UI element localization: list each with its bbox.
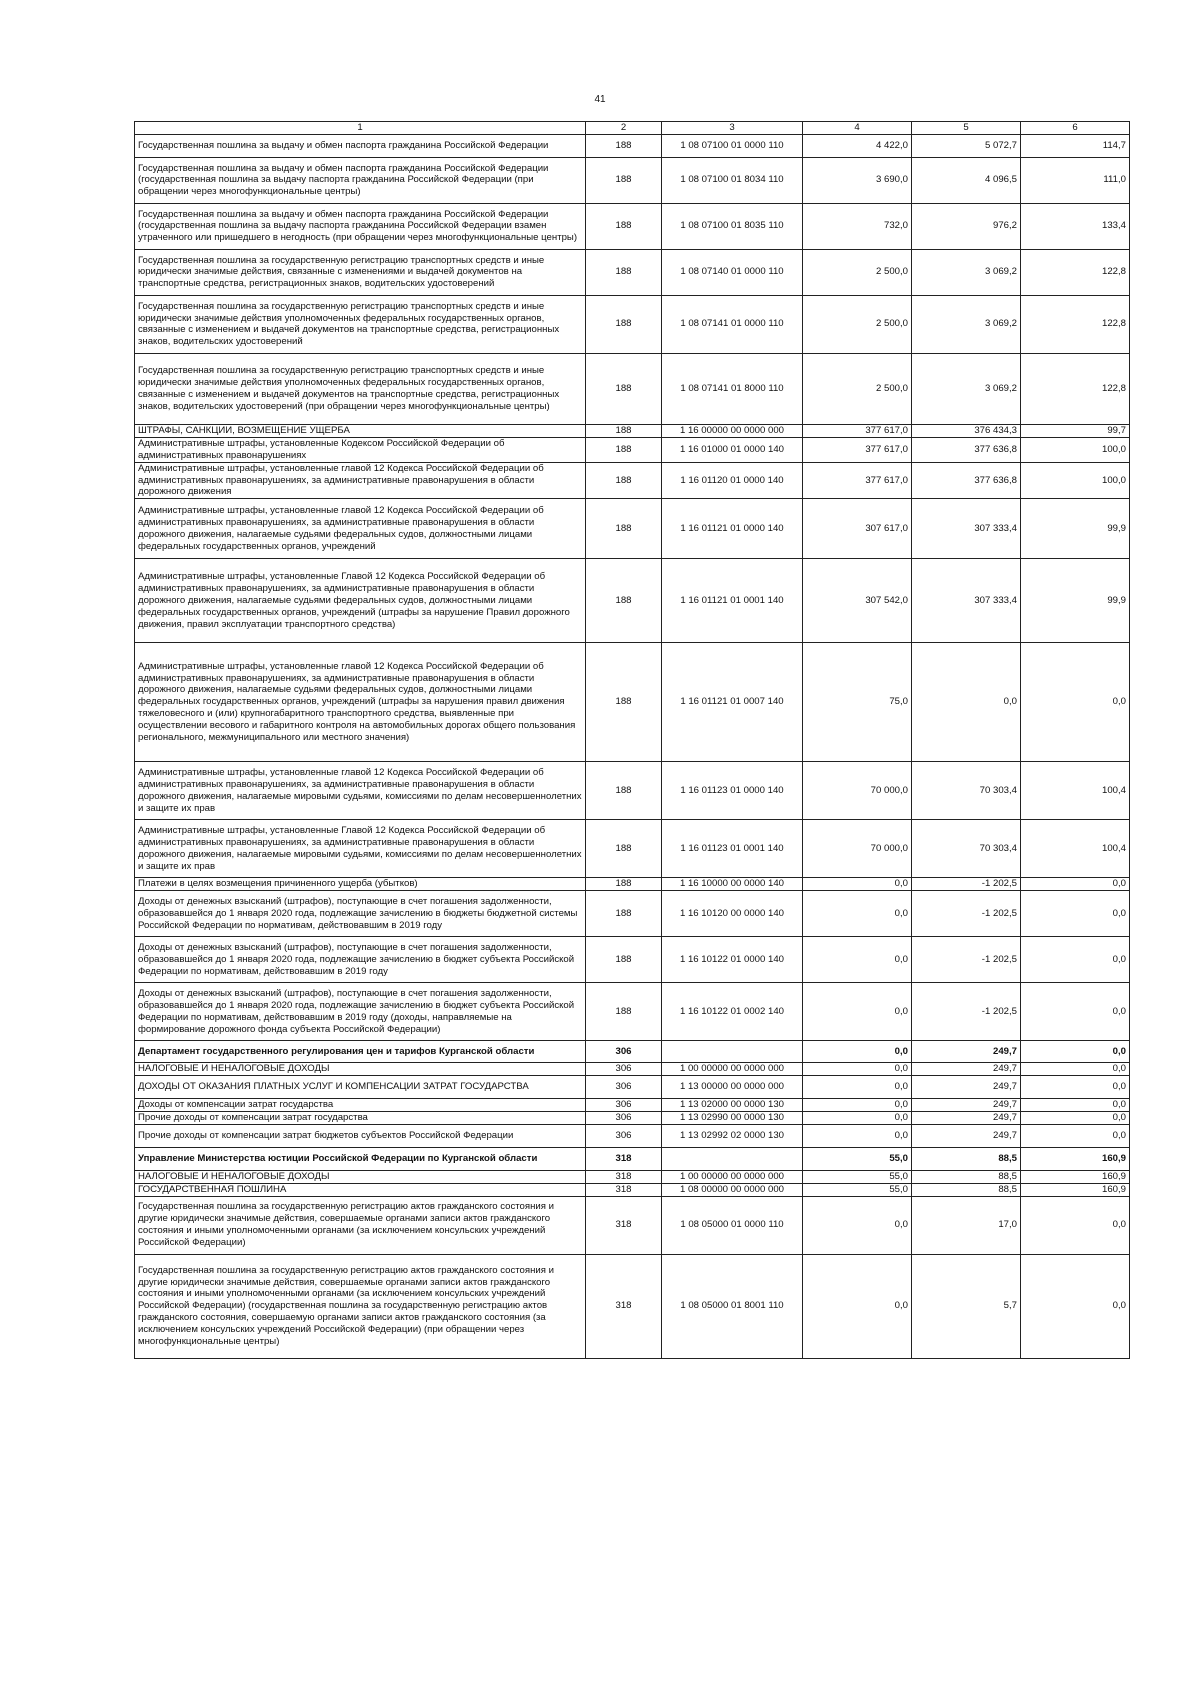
plan-value-cell: 55,0	[803, 1147, 912, 1170]
plan-value-cell: 0,0	[803, 1063, 912, 1076]
plan-value-cell: 0,0	[803, 1196, 912, 1254]
fact-value-cell: -1 202,5	[912, 937, 1021, 983]
budget-code-cell: 1 08 07140 01 0000 110	[662, 249, 803, 295]
plan-value-cell: 307 542,0	[803, 559, 912, 643]
fact-value-cell: 0,0	[912, 643, 1021, 762]
row-name-cell: Административные штрафы, установленные Главой 12 Кодекса Российской Федерации об административных правонарушениях, за административные правонарушения в области дорожного движения, налагаемые мировыми судьями, комиссиями по делам несовершеннолетних и защите их прав	[135, 820, 586, 878]
fact-value-cell: 307 333,4	[912, 559, 1021, 643]
fact-value-cell: 3 069,2	[912, 295, 1021, 353]
budget-code-cell: 1 08 07100 01 8035 110	[662, 203, 803, 249]
percent-cell: 160,9	[1021, 1147, 1130, 1170]
budget-code-cell: 1 08 07141 01 8000 110	[662, 353, 803, 424]
fact-value-cell: 17,0	[912, 1196, 1021, 1254]
plan-value-cell: 0,0	[803, 1041, 912, 1063]
budget-code-cell: 1 16 01121 01 0007 140	[662, 643, 803, 762]
table-row	[135, 643, 1130, 762]
fact-value-cell: 377 636,8	[912, 462, 1021, 499]
budget-code-cell: 1 08 07100 01 8034 110	[662, 157, 803, 203]
admin-code-cell: 318	[586, 1183, 662, 1196]
admin-code-cell: 188	[586, 820, 662, 878]
plan-value-cell: 0,0	[803, 1124, 912, 1147]
percent-cell: 0,0	[1021, 1124, 1130, 1147]
percent-cell: 122,8	[1021, 249, 1130, 295]
row-name-cell: Административные штрафы, установленные главой 12 Кодекса Российской Федерации об административных правонарушениях, за административные правонарушения в области дорожного движения, налагаемые мировыми судьями, комиссиями по делам несовершеннолетних и защите их прав	[135, 762, 586, 820]
admin-code-cell: 306	[586, 1112, 662, 1125]
revenue-table	[134, 121, 1130, 1359]
row-name-cell: ГОСУДАРСТВЕННАЯ ПОШЛИНА	[135, 1183, 586, 1196]
admin-code-cell: 306	[586, 1124, 662, 1147]
table-row	[135, 1196, 1130, 1254]
row-name-cell: Департамент государственного регулирования цен и тарифов Курганской области	[135, 1041, 586, 1063]
column-header: 1	[135, 122, 586, 135]
plan-value-cell: 0,0	[803, 1254, 912, 1358]
column-header: 4	[803, 122, 912, 135]
plan-value-cell: 0,0	[803, 1112, 912, 1125]
table-row	[135, 295, 1130, 353]
plan-value-cell: 0,0	[803, 1099, 912, 1112]
percent-cell: 0,0	[1021, 878, 1130, 891]
percent-cell: 0,0	[1021, 1063, 1130, 1076]
row-name-cell: Государственная пошлина за выдачу и обмен паспорта гражданина Российской Федерации	[135, 134, 586, 157]
fact-value-cell: 249,7	[912, 1112, 1021, 1125]
table-row	[135, 1112, 1130, 1125]
admin-code-cell: 188	[586, 353, 662, 424]
table-row	[135, 878, 1130, 891]
row-name-cell: Государственная пошлина за государственную регистрацию транспортных средств и иные юридически значимые действия, связанные с изменениями и выдачей документов на транспортные средства, регистрационных знаков, водительских удостоверений	[135, 249, 586, 295]
plan-value-cell: 70 000,0	[803, 820, 912, 878]
fact-value-cell: -1 202,5	[912, 878, 1021, 891]
admin-code-cell: 188	[586, 891, 662, 937]
fact-value-cell: 70 303,4	[912, 762, 1021, 820]
admin-code-cell: 306	[586, 1099, 662, 1112]
admin-code-cell: 188	[586, 437, 662, 462]
row-name-cell: Государственная пошлина за государственную регистрацию транспортных средств и иные юридически значимые действия уполномоченных федеральных государственных органов, связанные с изменением и выдачей документов на транспортные средства, регистрационных знаков, водительских удостоверений	[135, 295, 586, 353]
column-header: 6	[1021, 122, 1130, 135]
admin-code-cell: 188	[586, 249, 662, 295]
percent-cell: 114,7	[1021, 134, 1130, 157]
percent-cell: 99,9	[1021, 559, 1130, 643]
table-row	[135, 1124, 1130, 1147]
budget-code-cell: 1 16 01123 01 0000 140	[662, 762, 803, 820]
percent-cell: 0,0	[1021, 1041, 1130, 1063]
fact-value-cell: 3 069,2	[912, 353, 1021, 424]
admin-code-cell: 188	[586, 878, 662, 891]
percent-cell: 122,8	[1021, 295, 1130, 353]
table-row	[135, 462, 1130, 499]
budget-code-cell: 1 13 00000 00 0000 000	[662, 1076, 803, 1099]
admin-code-cell: 188	[586, 424, 662, 437]
percent-cell: 0,0	[1021, 1112, 1130, 1125]
fact-value-cell: 307 333,4	[912, 499, 1021, 559]
fact-value-cell: 3 069,2	[912, 249, 1021, 295]
plan-value-cell: 55,0	[803, 1170, 912, 1183]
admin-code-cell: 188	[586, 643, 662, 762]
budget-code-cell: 1 16 00000 00 0000 000	[662, 424, 803, 437]
admin-code-cell: 188	[586, 203, 662, 249]
percent-cell: 122,8	[1021, 353, 1130, 424]
plan-value-cell: 307 617,0	[803, 499, 912, 559]
fact-value-cell: -1 202,5	[912, 891, 1021, 937]
fact-value-cell: 5 072,7	[912, 134, 1021, 157]
table-row	[135, 499, 1130, 559]
row-name-cell: Прочие доходы от компенсации затрат бюджетов субъектов Российской Федерации	[135, 1124, 586, 1147]
table-row	[135, 437, 1130, 462]
row-name-cell: ДОХОДЫ ОТ ОКАЗАНИЯ ПЛАТНЫХ УСЛУГ И КОМПЕНСАЦИИ ЗАТРАТ ГОСУДАРСТВА	[135, 1076, 586, 1099]
plan-value-cell: 0,0	[803, 983, 912, 1041]
row-name-cell: Государственная пошлина за выдачу и обмен паспорта гражданина Российской Федерации (государственная пошлина за выдачу паспорта гражданина Российской Федерации (при обращении через многофункциональные центры)	[135, 157, 586, 203]
percent-cell: 0,0	[1021, 1099, 1130, 1112]
page-number: 41	[594, 94, 606, 105]
row-name-cell: Прочие доходы от компенсации затрат государства	[135, 1112, 586, 1125]
percent-cell: 0,0	[1021, 643, 1130, 762]
plan-value-cell: 732,0	[803, 203, 912, 249]
fact-value-cell: 249,7	[912, 1124, 1021, 1147]
fact-value-cell: 88,5	[912, 1147, 1021, 1170]
budget-code-cell: 1 13 02000 00 0000 130	[662, 1099, 803, 1112]
table-row	[135, 983, 1130, 1041]
header-row	[135, 122, 1130, 135]
table-row	[135, 1041, 1130, 1063]
budget-code-cell: 1 08 07100 01 0000 110	[662, 134, 803, 157]
admin-code-cell: 188	[586, 762, 662, 820]
percent-cell: 99,7	[1021, 424, 1130, 437]
row-name-cell: Доходы от денежных взысканий (штрафов), поступающие в счет погашения задолженности, образовавшейся до 1 января 2020 года, подлежащие зачислению в бюджет субъекта Российской Федерации по нормативам, действовавшим в 2019 году	[135, 937, 586, 983]
percent-cell: 0,0	[1021, 1076, 1130, 1099]
fact-value-cell: 249,7	[912, 1076, 1021, 1099]
row-name-cell: Платежи в целях возмещения причиненного ущерба (убытков)	[135, 878, 586, 891]
percent-cell: 0,0	[1021, 1254, 1130, 1358]
row-name-cell: Административные штрафы, установленные главой 12 Кодекса Российской Федерации об административных правонарушениях, за административные правонарушения в области дорожного движения, налагаемые судьями федеральных судов, должностными лицами федеральных государственных органов, учреждений	[135, 499, 586, 559]
table-row	[135, 1076, 1130, 1099]
row-name-cell: Государственная пошлина за государственную регистрацию актов гражданского состояния и другие юридически значимые действия, совершаемые органами записи актов гражданского состояния и иными уполномоченными органами (за исключением консульских учреждений Российской Федерации)	[135, 1196, 586, 1254]
row-name-cell: Административные штрафы, установленные Кодексом Российской Федерации об административных правонарушениях	[135, 437, 586, 462]
budget-code-cell: 1 00 00000 00 0000 000	[662, 1063, 803, 1076]
fact-value-cell: 249,7	[912, 1099, 1021, 1112]
table-row	[135, 1254, 1130, 1358]
table-row	[135, 1183, 1130, 1196]
admin-code-cell: 306	[586, 1041, 662, 1063]
budget-code-cell: 1 16 10120 00 0000 140	[662, 891, 803, 937]
plan-value-cell: 377 617,0	[803, 462, 912, 499]
admin-code-cell: 318	[586, 1254, 662, 1358]
plan-value-cell: 2 500,0	[803, 249, 912, 295]
plan-value-cell: 377 617,0	[803, 437, 912, 462]
budget-code-cell: 1 08 05000 01 0000 110	[662, 1196, 803, 1254]
fact-value-cell: 249,7	[912, 1063, 1021, 1076]
budget-code-cell: 1 16 01000 01 0000 140	[662, 437, 803, 462]
admin-code-cell: 188	[586, 462, 662, 499]
budget-code-cell: 1 16 01123 01 0001 140	[662, 820, 803, 878]
column-header: 3	[662, 122, 803, 135]
table-row	[135, 157, 1130, 203]
row-name-cell: НАЛОГОВЫЕ И НЕНАЛОГОВЫЕ ДОХОДЫ	[135, 1063, 586, 1076]
budget-code-cell: 1 16 10122 01 0000 140	[662, 937, 803, 983]
percent-cell: 160,9	[1021, 1170, 1130, 1183]
budget-code-cell: 1 13 02992 02 0000 130	[662, 1124, 803, 1147]
budget-code-cell: 1 16 01121 01 0001 140	[662, 559, 803, 643]
table-row	[135, 762, 1130, 820]
column-header: 2	[586, 122, 662, 135]
row-name-cell: Доходы от денежных взысканий (штрафов), поступающие в счет погашения задолженности, образовавшейся до 1 января 2020 года, подлежащие зачислению в бюджет субъекта Российской Федерации по нормативам, действовавшим в 2019 году (доходы, направляемые на формирование дорожного фонда субъекта Российской Федерации)	[135, 983, 586, 1041]
table-row	[135, 820, 1130, 878]
row-name-cell: Административные штрафы, установленные главой 12 Кодекса Российской Федерации об административных правонарушениях, за административные правонарушения в области дорожного движения	[135, 462, 586, 499]
table-row	[135, 1170, 1130, 1183]
row-name-cell: Доходы от компенсации затрат государства	[135, 1099, 586, 1112]
budget-code-cell: 1 08 05000 01 8001 110	[662, 1254, 803, 1358]
admin-code-cell: 306	[586, 1076, 662, 1099]
percent-cell: 0,0	[1021, 937, 1130, 983]
table-row	[135, 249, 1130, 295]
budget-code-cell: 1 13 02990 00 0000 130	[662, 1112, 803, 1125]
table-row	[135, 891, 1130, 937]
plan-value-cell: 3 690,0	[803, 157, 912, 203]
row-name-cell: НАЛОГОВЫЕ И НЕНАЛОГОВЫЕ ДОХОДЫ	[135, 1170, 586, 1183]
percent-cell: 100,4	[1021, 762, 1130, 820]
table-row	[135, 353, 1130, 424]
row-name-cell: Управление Министерства юстиции Российской Федерации по Курганской области	[135, 1147, 586, 1170]
percent-cell: 99,9	[1021, 499, 1130, 559]
admin-code-cell: 188	[586, 157, 662, 203]
plan-value-cell: 0,0	[803, 891, 912, 937]
table-row	[135, 424, 1130, 437]
plan-value-cell: 377 617,0	[803, 424, 912, 437]
admin-code-cell: 318	[586, 1170, 662, 1183]
admin-code-cell: 318	[586, 1147, 662, 1170]
plan-value-cell: 75,0	[803, 643, 912, 762]
budget-code-cell: 1 08 00000 00 0000 000	[662, 1183, 803, 1196]
plan-value-cell: 2 500,0	[803, 295, 912, 353]
fact-value-cell: 376 434,3	[912, 424, 1021, 437]
table-row	[135, 559, 1130, 643]
budget-code-cell	[662, 1147, 803, 1170]
plan-value-cell: 2 500,0	[803, 353, 912, 424]
plan-value-cell: 55,0	[803, 1183, 912, 1196]
percent-cell: 133,4	[1021, 203, 1130, 249]
fact-value-cell: 88,5	[912, 1170, 1021, 1183]
admin-code-cell: 188	[586, 983, 662, 1041]
row-name-cell: Административные штрафы, установленные главой 12 Кодекса Российской Федерации об административных правонарушениях, за административные правонарушения в области дорожного движения, налагаемые судьями федеральных судов, должностными лицами федеральных государственных органов, учреждений (штрафы за нарушения правил движения тяжеловесного и (или) крупногабаритного транспортного средства, выявленные при осуществлении весового и габаритного контроля на автомобильных дорогах общего пользования регионального, межмуниципального или местного значения)	[135, 643, 586, 762]
plan-value-cell: 0,0	[803, 878, 912, 891]
fact-value-cell: 976,2	[912, 203, 1021, 249]
fact-value-cell: 88,5	[912, 1183, 1021, 1196]
percent-cell: 0,0	[1021, 983, 1130, 1041]
percent-cell: 100,0	[1021, 437, 1130, 462]
table-row	[135, 937, 1130, 983]
admin-code-cell: 188	[586, 134, 662, 157]
percent-cell: 160,9	[1021, 1183, 1130, 1196]
fact-value-cell: 4 096,5	[912, 157, 1021, 203]
fact-value-cell: 377 636,8	[912, 437, 1021, 462]
budget-code-cell	[662, 1041, 803, 1063]
budget-code-cell: 1 16 01121 01 0000 140	[662, 499, 803, 559]
table-row	[135, 134, 1130, 157]
plan-value-cell: 4 422,0	[803, 134, 912, 157]
fact-value-cell: 249,7	[912, 1041, 1021, 1063]
plan-value-cell: 70 000,0	[803, 762, 912, 820]
row-name-cell: Государственная пошлина за государственную регистрацию актов гражданского состояния и другие юридически значимые действия, совершаемые органами записи актов гражданского состояния и иными уполномоченными органами (за исключением консульских учреждений Российской Федерации) (государственная пошлина за государственную регистрацию актов гражданского состояния, совершаемую органами записи актов гражданского состояния (за исключением консульских учреждений Российской Федерации) (при обращении через многофункциональные центры)	[135, 1254, 586, 1358]
admin-code-cell: 318	[586, 1196, 662, 1254]
percent-cell: 0,0	[1021, 1196, 1130, 1254]
fact-value-cell: 70 303,4	[912, 820, 1021, 878]
table-row	[135, 203, 1130, 249]
budget-code-cell: 1 00 00000 00 0000 000	[662, 1170, 803, 1183]
row-name-cell: Доходы от денежных взысканий (штрафов), поступающие в счет погашения задолженности, образовавшейся до 1 января 2020 года, подлежащие зачислению в бюджеты бюджетной системы Российской Федерации по нормативам, действовавшим в 2019 году	[135, 891, 586, 937]
budget-code-cell: 1 16 10000 00 0000 140	[662, 878, 803, 891]
table-body	[135, 134, 1130, 1358]
plan-value-cell: 0,0	[803, 1076, 912, 1099]
percent-cell: 111,0	[1021, 157, 1130, 203]
percent-cell: 0,0	[1021, 891, 1130, 937]
fact-value-cell: 5,7	[912, 1254, 1021, 1358]
budget-code-cell: 1 08 07141 01 0000 110	[662, 295, 803, 353]
row-name-cell: ШТРАФЫ, САНКЦИИ, ВОЗМЕЩЕНИЕ УЩЕРБА	[135, 424, 586, 437]
row-name-cell: Государственная пошлина за выдачу и обмен паспорта гражданина Российской Федерации (государственная пошлина за выдачу паспорта гражданина Российской Федерации взамен утраченного или пришедшего в негодность (при обращении через многофункциональные центры)	[135, 203, 586, 249]
budget-code-cell: 1 16 10122 01 0002 140	[662, 983, 803, 1041]
row-name-cell: Государственная пошлина за государственную регистрацию транспортных средств и иные юридически значимые действия уполномоченных федеральных государственных органов, связанные с изменением и выдачей документов на транспортные средства, регистрационных знаков, водительских удостоверений (при обращении через многофункциональные центры)	[135, 353, 586, 424]
admin-code-cell: 306	[586, 1063, 662, 1076]
admin-code-cell: 188	[586, 499, 662, 559]
row-name-cell: Административные штрафы, установленные Главой 12 Кодекса Российской Федерации об административных правонарушениях, за административные правонарушения в области дорожного движения, налагаемые судьями федеральных судов, должностными лицами федеральных государственных органов, учреждений (штрафы за нарушение Правил дорожного движения, правил эксплуатации транспортного средства)	[135, 559, 586, 643]
budget-code-cell: 1 16 01120 01 0000 140	[662, 462, 803, 499]
table-row	[135, 1147, 1130, 1170]
percent-cell: 100,0	[1021, 462, 1130, 499]
table-row	[135, 1063, 1130, 1076]
table-row	[135, 1099, 1130, 1112]
admin-code-cell: 188	[586, 295, 662, 353]
plan-value-cell: 0,0	[803, 937, 912, 983]
percent-cell: 100,4	[1021, 820, 1130, 878]
column-header: 5	[912, 122, 1021, 135]
admin-code-cell: 188	[586, 559, 662, 643]
admin-code-cell: 188	[586, 937, 662, 983]
fact-value-cell: -1 202,5	[912, 983, 1021, 1041]
